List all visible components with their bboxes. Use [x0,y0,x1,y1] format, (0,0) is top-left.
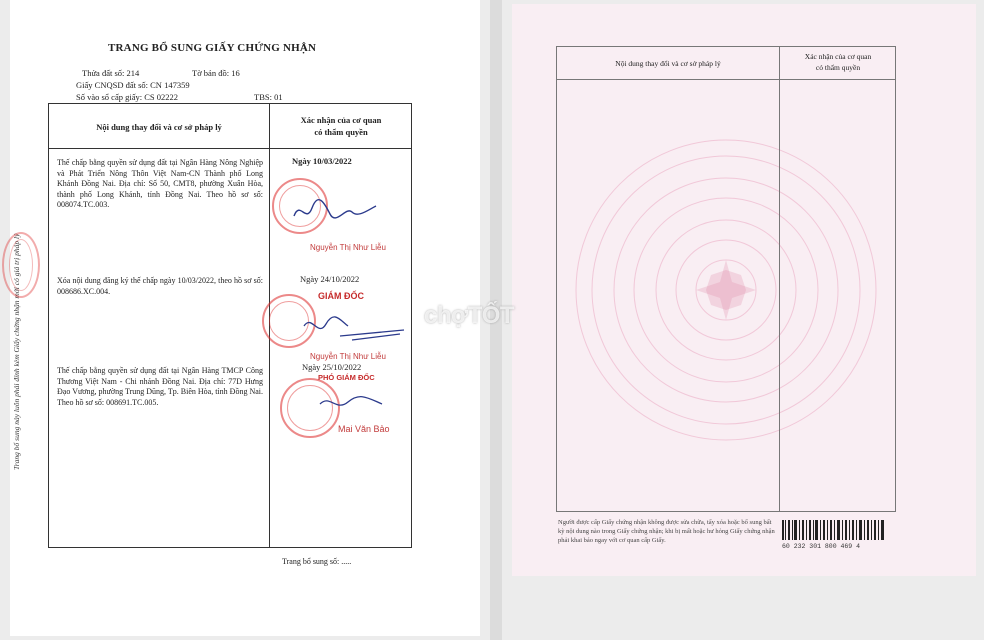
entry-1-signer: Nguyễn Thị Như Liễu [310,243,386,252]
supplement-page-footer: Trang bổ sung số: ..... [282,557,352,566]
entry-1-date: Ngày 10/03/2022 [292,156,352,166]
entry-2-signer: Nguyễn Thị Như Liễu [310,352,386,361]
header-confirmation-line2: có thẩm quyền [314,127,368,137]
right-header-content-column: Nội dung thay đổi và cơ sở pháp lý [615,59,721,68]
right-table-header [557,47,895,80]
parcel-number: Thửa đất số: 214 [82,68,140,78]
header-content-column: Nội dung thay đổi và cơ sở pháp lý [96,122,222,132]
entry-3-role: PHÓ GIÁM ĐỐC [318,373,375,382]
entry-3-signer: Mai Văn Bảo [338,424,390,434]
table-header [49,104,411,149]
entry-3-signature [316,392,386,414]
margin-stamp [2,232,40,298]
entry-2-content: Xóa nội dung đăng ký thế chấp ngày 10/03/2022, theo hồ sơ số: 008686.XC.004. [57,276,263,296]
entry-1-content: Thế chấp bằng quyền sử dụng đất tại Ngân Hàng Nông Nghiệp và Phát Triển Nông Thôn Việt Nam-CN Thành phố Long Khánh Đồng Nai. Địa chỉ: Số 50, CMT8, phường Xuân Hòa, thành phố Long Khánh, tỉnh Đồng Nai. Theo hồ sơ số: 008074.TC.003. [57,158,263,209]
right-header-confirmation-line1: Xác nhận của cơ quan [804,52,872,61]
register-number: Số vào sổ cấp giấy: CS 02222 [76,92,178,102]
right-header-confirmation-line2: có thẩm quyền [815,63,861,72]
document-title: TRANG BỔ SUNG GIẤY CHỨNG NHẬN [108,42,317,54]
certificate-number: Giấy CNQSD đất số: CN 147359 [76,80,190,90]
barcode-number: 60 232 301 800 469 4 [782,543,861,550]
entry-2-role: GIÁM ĐỐC [318,291,364,301]
entry-1-signature [290,196,380,226]
blank-amendment-table [556,46,896,512]
entry-3-content: Thế chấp bằng quyền sử dụng đất tại Ngân Hàng TMCP Công Thương Việt Nam - Chi nhánh Đồng Nai. Địa chỉ: 77D Hưng Đạo Vương, phường Trung Dũng, Tp. Biên Hòa, tỉnh Đồng Nai. Theo hồ sơ số: 008691.TC.005. [57,366,263,407]
entry-3-date: Ngày 25/10/2022 [302,362,362,372]
header-confirmation-line1: Xác nhận của cơ quan [300,115,382,125]
map-sheet-number: Tờ bản đồ: 16 [192,68,240,78]
right-header-confirmation-column [781,51,895,73]
tbs-number: TBS: 01 [254,92,283,102]
chotot-watermark: chợTỐT [424,302,515,329]
entry-2-signature [300,312,406,342]
right-column-divider [779,47,780,511]
side-legal-note: Trang bổ sung này luôn phải đính kèm Giấy chứng nhận mới có giá trị pháp lý [12,233,21,470]
barcode [782,520,886,540]
certificate-warning-note: Người được cấp Giấy chứng nhận không được sửa chữa, tẩy xóa hoặc bổ sung bất kỳ nội dung nào trong Giấy chứng nhận; khi bị mất hoặc hư hỏng Giấy chứng nhận phải khai báo ngay với cơ quan cấp Giấy. [558,519,775,544]
header-confirmation-column [271,114,411,138]
entry-2-date: Ngày 24/10/2022 [300,274,360,284]
